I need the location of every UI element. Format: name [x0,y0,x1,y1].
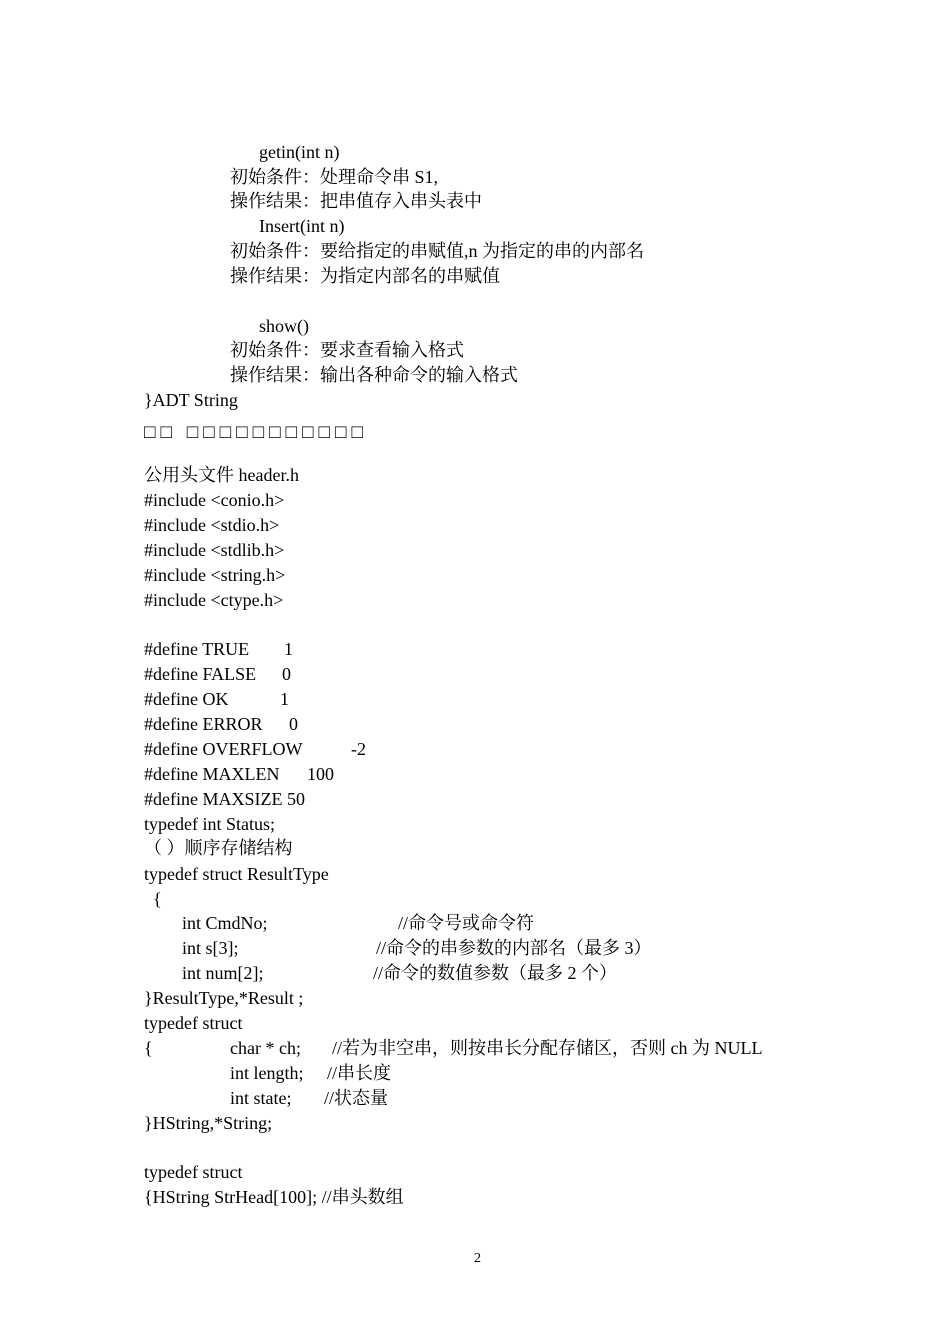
adt-precondition: 初始条件：处理命令串 S1, [230,167,439,187]
define-name: #define MAXLEN [144,764,280,784]
struct-field: int length; [230,1063,304,1083]
include-line: #include <stdio.h> [144,515,280,535]
brace-open: { [144,1038,153,1058]
include-line: #include <string.h> [144,565,286,585]
define-value: 100 [307,764,334,784]
struct-field: int num[2]; [182,963,264,983]
struct-field: int s[3]; [182,938,239,958]
typedef-line: typedef struct ResultType [144,864,329,884]
define-line: #define MAXSIZE 50 [144,789,305,809]
adt-result: 操作结果：为指定内部名的串赋值 [230,266,500,286]
struct-end: }HString,*String; [144,1113,273,1133]
define-name: #define OVERFLOW [144,739,303,759]
define-name: #define OK [144,689,229,709]
adt-op-show: show() [259,316,309,336]
storage-structure-label: （ ）顺序存储结构 [144,838,293,858]
include-line: #include <conio.h> [144,490,285,510]
struct-field: int CmdNo; [182,913,268,933]
typedef-line: typedef struct [144,1013,243,1033]
page-number: 2 [474,1251,481,1266]
define-value: 1 [284,639,293,659]
typedef-line: typedef int Status; [144,814,275,834]
code-comment: //命令号或命令符 [398,913,535,933]
code-comment: //命令的串参数的内部名（最多 3） [376,938,652,958]
include-line: #include <ctype.h> [144,590,284,610]
struct-field: int state; [230,1088,292,1108]
adt-op-insert: Insert(int n) [259,216,345,236]
adt-op-getin: getin(int n) [259,142,340,162]
code-comment: //状态量 [324,1088,389,1108]
section-heading: □□ □□□□□□□□□□□ [144,422,368,443]
adt-end: }ADT String [144,390,238,410]
define-name: #define ERROR [144,714,263,734]
adt-precondition: 初始条件：要求查看输入格式 [230,340,464,360]
code-comment: //命令的数值参数（最多 2 个） [373,963,618,983]
struct-field: {HString StrHead[100]; //串头数组 [144,1187,404,1207]
adt-precondition: 初始条件：要给指定的串赋值,n 为指定的串的内部名 [230,241,644,261]
struct-field: char * ch; [230,1038,301,1058]
code-comment: //若为非空串，则按串长分配存储区，否则 ch 为 NULL [332,1038,763,1058]
struct-end: }ResultType,*Result ; [144,988,304,1008]
brace-open: { [153,889,162,909]
adt-result: 操作结果：把串值存入串头表中 [230,191,482,211]
include-line: #include <stdlib.h> [144,540,285,560]
define-name: #define TRUE [144,639,250,659]
header-file-title: 公用头文件 header.h [144,465,299,485]
define-name: #define FALSE [144,664,257,684]
define-value: 0 [282,664,291,684]
typedef-line: typedef struct [144,1162,243,1182]
define-value: 1 [280,689,289,709]
define-value: -2 [351,739,366,759]
adt-result: 操作结果：输出各种命令的输入格式 [230,365,518,385]
code-comment: //串长度 [327,1063,392,1083]
define-value: 0 [289,714,298,734]
